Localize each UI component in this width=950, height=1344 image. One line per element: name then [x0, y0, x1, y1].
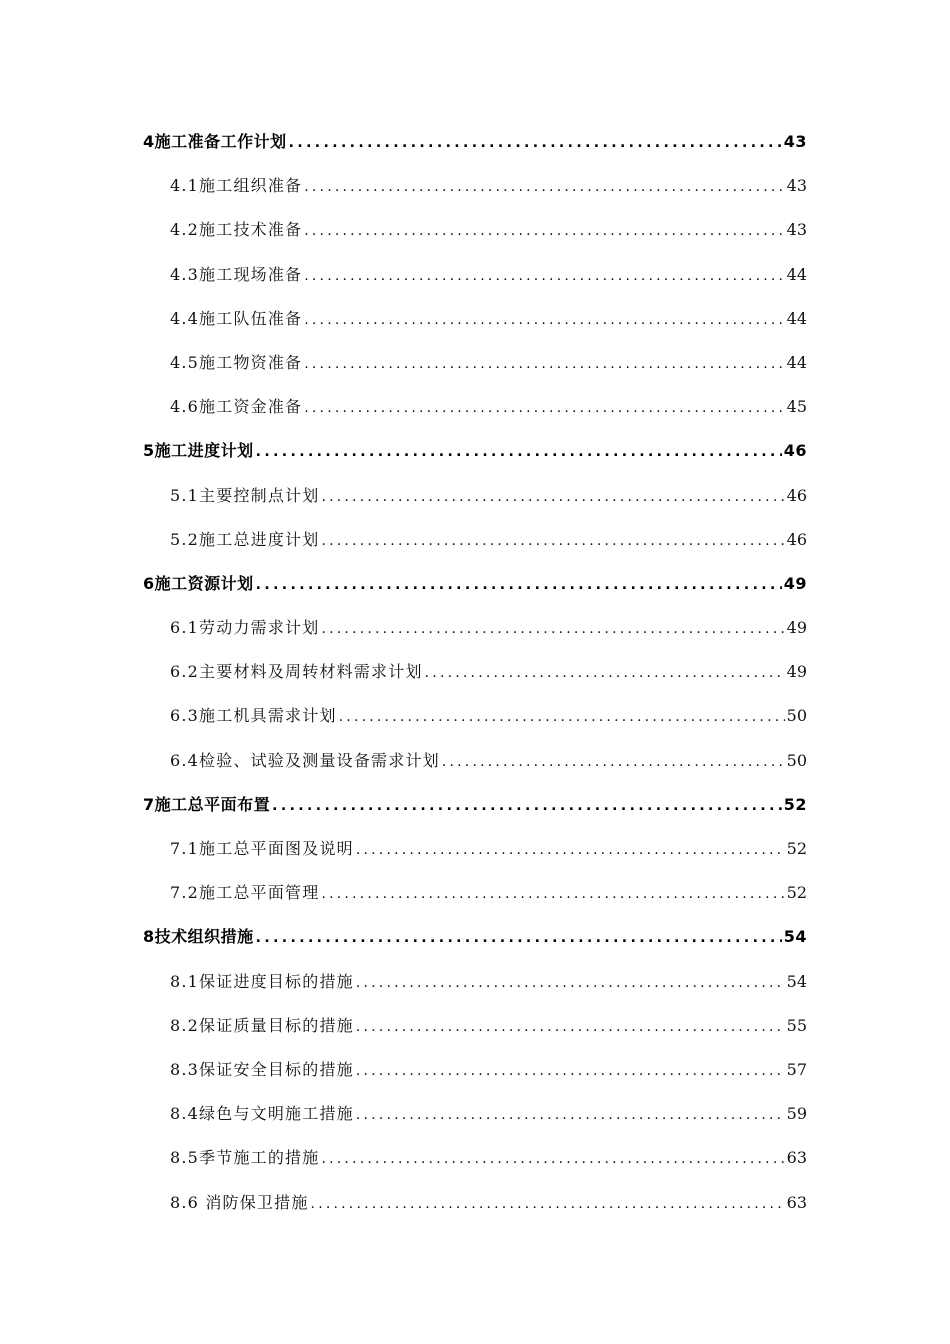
- toc-dot-leader: [304, 165, 784, 209]
- toc-dot-leader: [304, 342, 784, 386]
- toc-dot-leader: [356, 1049, 785, 1093]
- toc-dot-leader: [304, 298, 784, 342]
- toc-entry-label: 8技术组织措施: [143, 927, 254, 947]
- toc-entry-label: 4.6施工资金准备: [170, 397, 303, 417]
- toc-page-number: 49: [786, 662, 807, 682]
- toc-page-number: 44: [786, 308, 807, 328]
- toc-dot-leader: [356, 961, 785, 1005]
- toc-page-number: 54: [783, 927, 807, 947]
- toc-entry-label: 8.6 消防保卫措施: [170, 1192, 309, 1212]
- toc-dot-leader: [356, 828, 785, 872]
- toc-page-number: 55: [786, 1015, 807, 1035]
- toc-entry[interactable]: [143, 1048, 807, 1092]
- toc-dot-leader: [256, 916, 782, 960]
- toc-entry-label: 5施工进度计划: [143, 441, 254, 461]
- toc-page-number: 50: [786, 706, 807, 726]
- toc-entry[interactable]: [143, 783, 807, 827]
- toc-entry-label: 7施工总平面布置: [143, 794, 271, 814]
- toc-page-number: 43: [786, 176, 807, 196]
- toc-page-number: 52: [783, 794, 807, 814]
- toc-dot-leader: [321, 475, 784, 519]
- toc-entry[interactable]: [143, 915, 807, 959]
- toc-dot-leader: [289, 121, 782, 165]
- toc-entry-label: 6施工资源计划: [143, 573, 254, 593]
- toc-page-number: 43: [786, 220, 807, 240]
- toc-dot-leader: [425, 651, 785, 695]
- toc-page-number: 57: [786, 1059, 807, 1079]
- toc-dot-leader: [256, 430, 782, 474]
- toc-dot-leader: [272, 784, 782, 828]
- toc-entry[interactable]: [143, 341, 807, 385]
- toc-entry[interactable]: [143, 562, 807, 606]
- toc-entry-label: 4施工准备工作计划: [143, 132, 287, 151]
- toc-dot-leader: [304, 254, 784, 298]
- toc-page-number: 44: [786, 352, 807, 372]
- toc-entry-label: 7.1施工总平面图及说明: [170, 839, 354, 858]
- toc-page-number: 52: [786, 883, 807, 903]
- toc-entry[interactable]: [143, 650, 807, 694]
- toc-page-number: 63: [786, 1148, 807, 1168]
- toc-entry[interactable]: [143, 1092, 807, 1136]
- toc-page-number: 52: [786, 839, 807, 858]
- toc-entry-label: 7.2施工总平面管理: [170, 883, 320, 903]
- toc-dot-leader: [256, 563, 782, 607]
- toc-dot-leader: [356, 1093, 785, 1137]
- toc-page-number: 63: [786, 1192, 807, 1212]
- toc-page-number: 46: [786, 529, 807, 549]
- toc-entry-label: 8.1保证进度目标的措施: [170, 971, 354, 991]
- toc-entry[interactable]: [143, 474, 807, 518]
- toc-entry[interactable]: [143, 518, 807, 562]
- toc-entry-label: 8.4绿色与文明施工措施: [170, 1104, 354, 1124]
- toc-entry[interactable]: [143, 208, 807, 252]
- toc-dot-leader: [321, 1137, 784, 1181]
- toc-dot-leader: [339, 695, 785, 739]
- toc-entry[interactable]: [143, 606, 807, 650]
- toc-dot-leader: [304, 386, 784, 430]
- toc-entry-label: 6.3施工机具需求计划: [170, 706, 337, 726]
- toc-entry-label: 5.1主要控制点计划: [170, 485, 320, 505]
- toc-dot-leader: [321, 519, 784, 563]
- toc-entry[interactable]: [143, 1136, 807, 1180]
- toc-entry[interactable]: [143, 694, 807, 738]
- toc-entry[interactable]: [143, 739, 807, 783]
- toc-entry[interactable]: [143, 120, 807, 164]
- toc-dot-leader: [321, 872, 784, 916]
- toc-page-number: 46: [783, 441, 807, 461]
- toc-entry[interactable]: [143, 1181, 807, 1225]
- toc-entry-label: 6.4检验、试验及测量设备需求计划: [170, 750, 440, 770]
- toc-page-number: 43: [783, 132, 807, 151]
- toc-page-number: 46: [786, 485, 807, 505]
- toc-entry-label: 4.5施工物资准备: [170, 352, 303, 372]
- toc-entry[interactable]: [143, 297, 807, 341]
- toc-page-number: 49: [786, 618, 807, 638]
- toc-page-number: 59: [786, 1104, 807, 1124]
- toc-page-number: 45: [786, 397, 807, 417]
- toc-page-number: 49: [783, 573, 807, 593]
- toc-entry-label: 8.2保证质量目标的措施: [170, 1015, 354, 1035]
- toc-dot-leader: [356, 1005, 785, 1049]
- toc-entry-label: 6.1劳动力需求计划: [170, 618, 320, 638]
- toc-page-number: 44: [786, 264, 807, 284]
- toc-dot-leader: [311, 1182, 785, 1226]
- toc-entry-label: 4.1施工组织准备: [170, 176, 303, 196]
- toc-entry[interactable]: [143, 960, 807, 1004]
- toc-entry-label: 4.3施工现场准备: [170, 264, 303, 284]
- toc-entry[interactable]: [143, 1004, 807, 1048]
- toc-entry-label: 4.2施工技术准备: [170, 220, 303, 240]
- toc-entry[interactable]: [143, 253, 807, 297]
- toc-entry[interactable]: [143, 164, 807, 208]
- table-of-contents: [143, 120, 807, 1225]
- toc-dot-leader: [304, 209, 784, 253]
- toc-page-number: 54: [786, 971, 807, 991]
- toc-page-number: 50: [786, 750, 807, 770]
- toc-entry-label: 6.2主要材料及周转材料需求计划: [170, 662, 423, 682]
- toc-entry-label: 4.4施工队伍准备: [170, 308, 303, 328]
- toc-dot-leader: [321, 607, 784, 651]
- toc-entry[interactable]: [143, 827, 807, 871]
- toc-entry-label: 5.2施工总进度计划: [170, 529, 320, 549]
- toc-entry[interactable]: [143, 871, 807, 915]
- toc-entry[interactable]: [143, 385, 807, 429]
- toc-dot-leader: [442, 740, 785, 784]
- toc-entry-label: 8.3保证安全目标的措施: [170, 1059, 354, 1079]
- toc-entry-label: 8.5季节施工的措施: [170, 1148, 320, 1168]
- toc-entry[interactable]: [143, 429, 807, 473]
